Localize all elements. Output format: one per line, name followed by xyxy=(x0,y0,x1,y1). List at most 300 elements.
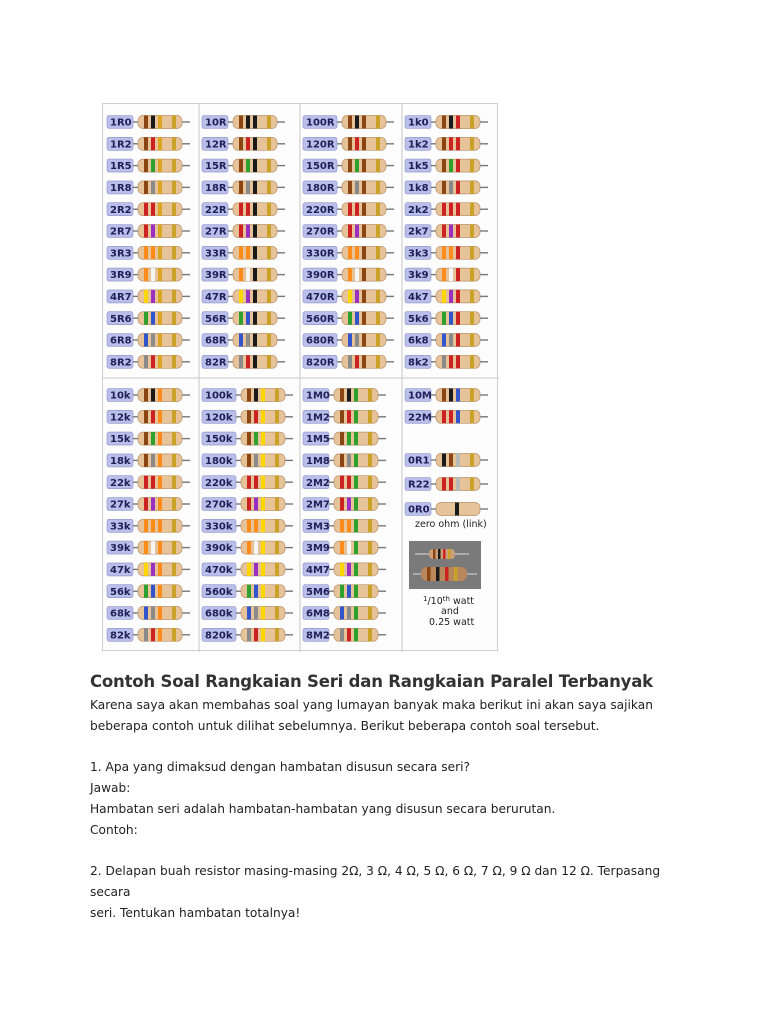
resistor-band xyxy=(442,389,446,402)
resistor-band xyxy=(449,268,453,281)
resistor-band xyxy=(470,334,474,347)
resistor-1r0 xyxy=(107,116,190,129)
resistor-band xyxy=(144,389,148,402)
resistor-band xyxy=(275,389,279,402)
resistor-band xyxy=(254,454,258,467)
resistor-label: 1R2 xyxy=(110,139,132,151)
resistor-band xyxy=(144,498,148,511)
resistor-band xyxy=(144,563,148,576)
resistor-band xyxy=(348,181,352,194)
resistor-band xyxy=(144,585,148,598)
resistor-band xyxy=(442,246,446,259)
resistor-band xyxy=(239,355,243,368)
resistor-photo xyxy=(409,541,481,589)
resistor-band xyxy=(261,541,265,554)
resistor-band xyxy=(151,519,155,532)
resistor-band xyxy=(144,607,148,620)
resistor-820r xyxy=(303,355,394,368)
resistor-band xyxy=(158,246,162,259)
resistor-band xyxy=(267,181,271,194)
resistor-band xyxy=(275,585,279,598)
resistor-1m2 xyxy=(303,410,386,423)
resistor-band xyxy=(144,334,148,347)
resistor-band xyxy=(151,498,155,511)
resistor-band xyxy=(355,225,359,238)
resistor-label: 15R xyxy=(205,161,227,173)
resistor-band xyxy=(470,410,474,423)
resistor-band xyxy=(347,541,351,554)
resistor-band xyxy=(368,585,372,598)
resistor-band xyxy=(275,607,279,620)
resistor-label: 3k9 xyxy=(408,270,429,282)
resistor-band xyxy=(172,116,176,129)
resistor-label: 27R xyxy=(205,226,227,238)
resistor-band xyxy=(172,355,176,368)
resistor-label: 8R2 xyxy=(110,357,132,369)
resistor-12k xyxy=(107,410,190,423)
resistor-18r xyxy=(202,181,285,194)
resistor-band xyxy=(347,432,351,445)
resistor-label: 2k2 xyxy=(408,204,429,216)
resistor-band xyxy=(362,290,366,303)
resistor-band xyxy=(254,585,258,598)
resistor-band xyxy=(261,563,265,576)
resistor-band xyxy=(151,159,155,172)
resistor-22k xyxy=(107,476,190,489)
resistor-band xyxy=(449,454,453,467)
resistor-band xyxy=(172,454,176,467)
resistor-band xyxy=(261,607,265,620)
resistor-1k2 xyxy=(405,137,488,150)
photo-band xyxy=(438,549,441,559)
resistor-band xyxy=(172,585,176,598)
resistor-label: R22 xyxy=(408,479,430,491)
resistor-band xyxy=(261,498,265,511)
resistor-band xyxy=(172,246,176,259)
resistor-2k2 xyxy=(405,203,488,216)
resistor-27k xyxy=(107,498,190,511)
resistor-56r xyxy=(202,312,285,325)
resistor-label: 2R7 xyxy=(110,226,132,238)
resistor-band xyxy=(456,478,460,491)
resistor-band xyxy=(172,290,176,303)
resistor-180k xyxy=(202,454,293,467)
resistor-3r3 xyxy=(107,246,190,259)
resistor-band xyxy=(158,563,162,576)
resistor-label: 680R xyxy=(306,335,335,347)
resistor-label: 8M2 xyxy=(306,630,330,642)
resistor-band xyxy=(368,563,372,576)
resistor-1r2 xyxy=(107,137,190,150)
resistor-band xyxy=(275,563,279,576)
resistor-label: 1M0 xyxy=(306,390,330,402)
resistor-band xyxy=(158,290,162,303)
resistor-band xyxy=(267,137,271,150)
resistor-band xyxy=(355,181,359,194)
resistor-band xyxy=(275,628,279,641)
resistor-band xyxy=(158,541,162,554)
resistor-label: 270k xyxy=(205,499,233,511)
resistor-band xyxy=(348,159,352,172)
resistor-label: 820R xyxy=(306,357,335,369)
resistor-band xyxy=(151,541,155,554)
resistor-band xyxy=(355,334,359,347)
resistor-270k xyxy=(202,498,293,511)
resistor-band xyxy=(239,268,243,281)
resistor-band xyxy=(254,432,258,445)
photo-band xyxy=(436,567,440,581)
resistor-band xyxy=(340,563,344,576)
resistor-band xyxy=(246,137,250,150)
resistor-label: 1M5 xyxy=(306,434,330,446)
resistor-150k xyxy=(202,432,293,445)
resistor-band xyxy=(354,432,358,445)
resistor-label: 39R xyxy=(205,270,227,282)
resistor-band xyxy=(376,290,380,303)
resistor-band xyxy=(347,476,351,489)
resistor-3k9 xyxy=(405,268,488,281)
resistor-band xyxy=(368,628,372,641)
resistor-band xyxy=(151,628,155,641)
resistor-band xyxy=(455,503,459,516)
resistor-band xyxy=(172,225,176,238)
photo-caption-quarter-watt: 0.25 watt xyxy=(429,617,475,628)
resistor-band xyxy=(354,476,358,489)
resistor-label: 220k xyxy=(205,477,233,489)
resistor-band xyxy=(158,159,162,172)
resistor-band xyxy=(449,116,453,129)
resistor-1k8 xyxy=(405,181,488,194)
resistor-color-code-chart xyxy=(102,103,498,651)
resistor-band xyxy=(247,476,251,489)
resistor-band xyxy=(456,159,460,172)
resistor-r22 xyxy=(405,478,488,491)
zero-ohm-note: zero ohm (link) xyxy=(415,519,487,530)
resistor-band xyxy=(347,519,351,532)
resistor-band xyxy=(246,290,250,303)
resistor-band xyxy=(470,478,474,491)
resistor-band xyxy=(355,290,359,303)
resistor-band xyxy=(368,432,372,445)
resistor-label: 4k7 xyxy=(408,292,429,303)
resistor-label: 5M6 xyxy=(306,586,330,598)
resistor-band xyxy=(253,268,257,281)
resistor-label: 27k xyxy=(110,499,131,511)
resistor-band xyxy=(144,159,148,172)
resistor-band xyxy=(470,312,474,325)
resistor-band xyxy=(355,203,359,216)
resistor-band xyxy=(261,454,265,467)
resistor-band xyxy=(340,476,344,489)
photo-band xyxy=(433,549,436,559)
resistor-5m6 xyxy=(303,585,386,598)
resistor-2r7 xyxy=(107,225,190,238)
resistor-band xyxy=(456,225,460,238)
resistor-band xyxy=(470,203,474,216)
resistor-band xyxy=(354,628,358,641)
resistor-band xyxy=(368,389,372,402)
resistor-band xyxy=(362,203,366,216)
resistor-band xyxy=(449,225,453,238)
intro-line-1: Karena saya akan membahas soal yang lumayan banyak maka berikut ini akan saya sajikan xyxy=(90,698,653,712)
resistor-band xyxy=(158,628,162,641)
resistor-band xyxy=(347,607,351,620)
resistor-band xyxy=(254,628,258,641)
resistor-band xyxy=(456,355,460,368)
resistor-220k xyxy=(202,476,293,489)
resistor-band xyxy=(449,203,453,216)
resistor-band xyxy=(449,290,453,303)
resistor-label: 390k xyxy=(205,543,233,555)
resistor-band xyxy=(254,410,258,423)
resistor-560k xyxy=(202,585,293,598)
resistor-band xyxy=(362,268,366,281)
resistor-label: 120R xyxy=(306,139,335,151)
resistor-band xyxy=(172,181,176,194)
resistor-band xyxy=(172,389,176,402)
resistor-band xyxy=(267,225,271,238)
resistor-band xyxy=(239,137,243,150)
resistor-470k xyxy=(202,563,293,576)
resistor-band xyxy=(151,116,155,129)
resistor-label: 3R9 xyxy=(110,270,132,282)
resistor-band xyxy=(253,181,257,194)
resistor-band xyxy=(362,159,366,172)
resistor-2m7 xyxy=(303,498,386,511)
resistor-39r xyxy=(202,268,285,281)
resistor-band xyxy=(247,389,251,402)
resistor-band xyxy=(151,137,155,150)
resistor-150r xyxy=(303,159,394,172)
resistor-band xyxy=(340,410,344,423)
resistor-band xyxy=(158,585,162,598)
resistor-band xyxy=(254,519,258,532)
resistor-label: 1k8 xyxy=(408,183,429,194)
resistor-band xyxy=(456,246,460,259)
resistor-label: 150R xyxy=(306,161,335,173)
resistor-band xyxy=(368,519,372,532)
resistor-band xyxy=(246,355,250,368)
resistor-band xyxy=(253,225,257,238)
resistor-band xyxy=(246,334,250,347)
resistor-band xyxy=(362,312,366,325)
resistor-680k xyxy=(202,607,293,620)
resistor-label: 1k0 xyxy=(408,117,429,129)
resistor-band xyxy=(449,159,453,172)
resistor-band xyxy=(470,454,474,467)
resistor-band xyxy=(340,454,344,467)
resistor-390r xyxy=(303,268,394,281)
resistor-band xyxy=(239,159,243,172)
resistor-band xyxy=(368,476,372,489)
resistor-band xyxy=(261,628,265,641)
resistor-6m8 xyxy=(303,607,386,620)
resistor-label: 0R0 xyxy=(408,504,430,516)
resistor-band xyxy=(158,498,162,511)
resistor-82r xyxy=(202,355,285,368)
resistor-label: 10k xyxy=(110,390,131,402)
resistor-label: 180R xyxy=(306,183,335,194)
resistor-label: 56k xyxy=(110,586,131,598)
resistor-band xyxy=(275,410,279,423)
resistor-band xyxy=(355,159,359,172)
resistor-band xyxy=(151,476,155,489)
resistor-band xyxy=(267,355,271,368)
resistor-band xyxy=(355,116,359,129)
resistor-label: 560k xyxy=(205,586,233,598)
resistor-band xyxy=(355,268,359,281)
resistor-label: 33k xyxy=(110,521,131,533)
resistor-band xyxy=(172,203,176,216)
photo-band xyxy=(448,549,451,559)
resistor-band xyxy=(354,607,358,620)
resistor-band xyxy=(144,541,148,554)
resistor-label: 47k xyxy=(110,565,131,576)
resistor-band xyxy=(340,607,344,620)
resistor-label: 1M2 xyxy=(306,412,330,424)
resistor-band xyxy=(246,203,250,216)
resistor-band xyxy=(144,137,148,150)
resistor-27r xyxy=(202,225,285,238)
resistor-label: 22M xyxy=(408,412,432,424)
resistor-band xyxy=(254,498,258,511)
resistor-15k xyxy=(107,432,190,445)
resistor-band xyxy=(354,563,358,576)
resistor-band xyxy=(158,389,162,402)
resistor-band xyxy=(172,476,176,489)
resistor-band xyxy=(275,498,279,511)
resistor-band xyxy=(376,355,380,368)
resistor-label: 10M xyxy=(408,390,432,402)
resistor-band xyxy=(442,355,446,368)
resistor-10k xyxy=(107,389,190,402)
resistor-47k xyxy=(107,563,190,576)
photo-resistor-small xyxy=(429,549,455,559)
resistor-band xyxy=(362,246,366,259)
resistor-band xyxy=(144,225,148,238)
resistor-band xyxy=(275,519,279,532)
resistor-band xyxy=(239,246,243,259)
resistor-0r0 xyxy=(405,503,488,516)
resistor-band xyxy=(470,268,474,281)
resistor-band xyxy=(355,246,359,259)
resistor-label: 100R xyxy=(306,117,335,129)
resistor-band xyxy=(151,585,155,598)
resistor-band xyxy=(347,454,351,467)
photo-band xyxy=(427,567,431,581)
resistor-label: 680k xyxy=(205,608,233,620)
photo-band xyxy=(454,567,458,581)
resistor-band xyxy=(362,355,366,368)
resistor-band xyxy=(239,116,243,129)
resistor-band xyxy=(172,312,176,325)
resistor-1r5 xyxy=(107,159,190,172)
resistor-band xyxy=(158,519,162,532)
resistor-band xyxy=(151,389,155,402)
resistor-band xyxy=(158,116,162,129)
resistor-5r6 xyxy=(107,312,190,325)
resistor-band xyxy=(376,334,380,347)
resistor-band xyxy=(247,585,251,598)
resistor-band xyxy=(151,607,155,620)
resistor-band xyxy=(362,225,366,238)
resistor-label: 330k xyxy=(205,521,233,533)
resistor-band xyxy=(254,476,258,489)
resistor-band xyxy=(442,454,446,467)
article-body xyxy=(90,672,690,924)
resistor-band xyxy=(275,476,279,489)
resistor-band xyxy=(368,454,372,467)
resistor-band xyxy=(151,246,155,259)
resistor-band xyxy=(151,225,155,238)
resistor-220r xyxy=(303,203,394,216)
resistor-band xyxy=(253,137,257,150)
resistor-band xyxy=(261,585,265,598)
resistor-band xyxy=(158,476,162,489)
resistor-68k xyxy=(107,607,190,620)
question-2-line-1: 2. Delapan buah resistor masing-masing 2Ω, 3 Ω, 4 Ω, 5 Ω, 6 Ω, 7 Ω, 9 Ω dan 12 Ω. Terpasang secara xyxy=(90,864,661,900)
resistor-band xyxy=(144,268,148,281)
resistor-band xyxy=(354,410,358,423)
resistor-1m5 xyxy=(303,432,386,445)
resistor-band xyxy=(172,541,176,554)
resistor-band xyxy=(275,432,279,445)
resistor-band xyxy=(144,410,148,423)
resistor-band xyxy=(172,628,176,641)
resistor-band xyxy=(347,389,351,402)
resistor-band xyxy=(144,432,148,445)
question-2-line-2: seri. Tentukan hambatan totalnya! xyxy=(90,905,301,920)
resistor-band xyxy=(442,290,446,303)
resistor-band xyxy=(144,454,148,467)
resistor-band xyxy=(340,585,344,598)
resistor-band xyxy=(348,246,352,259)
resistor-band xyxy=(239,181,243,194)
resistor-band xyxy=(144,628,148,641)
resistor-band xyxy=(267,116,271,129)
resistor-band xyxy=(261,476,265,489)
resistor-band xyxy=(172,563,176,576)
resistor-label: 8k2 xyxy=(408,357,429,369)
resistor-3k3 xyxy=(405,246,488,259)
intro-line-2: beberapa contoh untuk dilihat sebelumnya. Berikut beberapa contoh soal tersebut. xyxy=(90,718,600,733)
resistor-label: 1k2 xyxy=(408,139,429,151)
resistor-label: 1R8 xyxy=(110,183,132,194)
resistor-15r xyxy=(202,159,285,172)
resistor-band xyxy=(261,432,265,445)
resistor-band xyxy=(267,290,271,303)
resistor-band xyxy=(151,432,155,445)
resistor-band xyxy=(172,519,176,532)
resistor-label: 2R2 xyxy=(110,204,132,216)
resistor-band xyxy=(247,563,251,576)
resistor-band xyxy=(376,159,380,172)
resistor-band xyxy=(172,159,176,172)
resistor-100r xyxy=(303,116,394,129)
resistor-band xyxy=(376,137,380,150)
resistor-band xyxy=(470,290,474,303)
resistor-680r xyxy=(303,334,394,347)
resistor-label: 2k7 xyxy=(408,226,429,238)
resistor-1m8 xyxy=(303,454,386,467)
resistor-label: 3M3 xyxy=(306,521,330,533)
resistor-band xyxy=(253,355,257,368)
resistor-470r xyxy=(303,290,394,303)
resistor-label: 22R xyxy=(205,204,227,216)
resistor-label: 68R xyxy=(205,335,227,347)
resistor-6r8 xyxy=(107,334,190,347)
resistor-0r1 xyxy=(405,454,488,467)
